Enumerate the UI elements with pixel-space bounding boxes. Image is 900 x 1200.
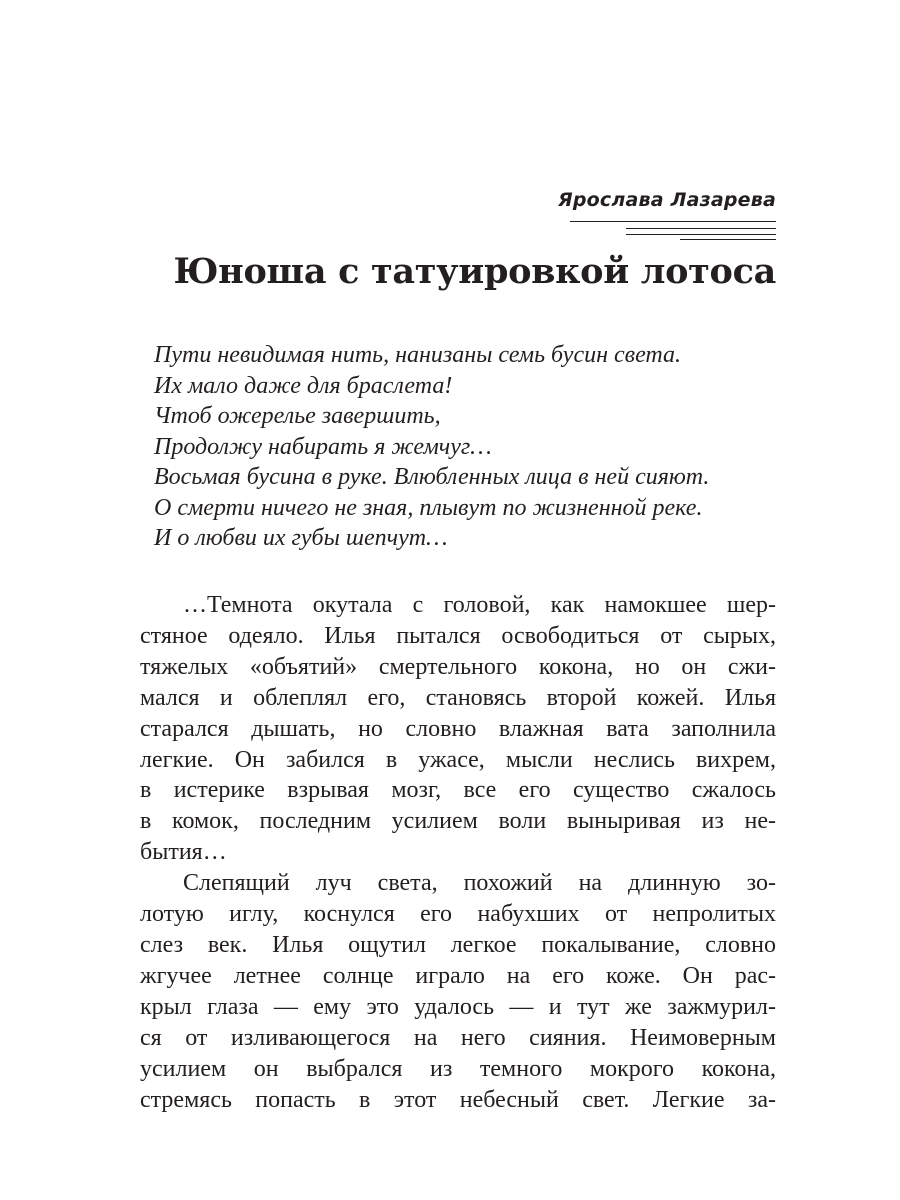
text-line: ся от изливающегося на него сияния. Неимоверным [140, 1024, 776, 1051]
text-line: стремясь попасть в этот небесный свет. Легкие за- [140, 1086, 776, 1113]
text-line: в истерике взрывая мозг, все его существо сжалось [140, 777, 776, 804]
text-line: тяжелых «объятий» смертельного кокона, но он сжи- [140, 653, 776, 680]
poem-line: Чтоб ожерелье завершить, [154, 403, 441, 429]
text-line: мался и облеплял его, становясь второй кожей. Илья [140, 684, 776, 711]
header-rule-4 [680, 239, 776, 240]
author-name: Ярослава Лазарева [558, 189, 776, 211]
poem-line: Продолжу набирать я жемчуг… [154, 433, 492, 460]
body-text [140, 590, 776, 1115]
text-line: стяное одеяло. Илья пытался освободиться от сырых, [140, 622, 776, 649]
poem-line: Их мало даже для браслета! [154, 372, 453, 399]
chapter-title: Юноша с татуировкой лотоса [173, 251, 776, 292]
text-line: жгучее летнее солнце играло на его коже. Он рас- [140, 962, 776, 989]
text-line: бытия… [140, 839, 227, 866]
text-line: в комок, последним усилием воли выныривая из не- [140, 808, 776, 835]
poem-line: Восьмая бусина в руке. Влюбленных лица в ней сияют. [154, 464, 710, 490]
text-line: лотую иглу, коснулся его набухших от непролитых [140, 901, 776, 928]
header-rule-2 [626, 228, 776, 229]
header-rule-1 [570, 221, 776, 222]
poem-line: О смерти ничего не зная, плывут по жизненной реке. [154, 494, 703, 521]
epigraph-poem [154, 340, 794, 554]
poem-line: И о любви их губы шепчут… [154, 525, 448, 551]
header-rule-3 [626, 234, 776, 235]
text-line: усилием он выбрался из темного мокрого кокона, [140, 1055, 776, 1082]
text-line: старался дышать, но словно влажная вата заполнила [140, 715, 776, 742]
text-line: легкие. Он забился в ужасе, мысли неслись вихрем, [140, 746, 776, 773]
poem-line: Пути невидимая нить, нанизаны семь бусин света. [154, 342, 682, 368]
text-line: …Темнота окутала с головой, как намокшее шер- [183, 592, 776, 618]
text-line: слез век. Илья ощутил легкое покалывание, словно [140, 931, 776, 958]
text-line: крыл глаза — ему это удалось — и тут же зажмурил- [140, 993, 776, 1020]
text-line: Слепящий луч света, похожий на длинную зо- [183, 870, 776, 897]
